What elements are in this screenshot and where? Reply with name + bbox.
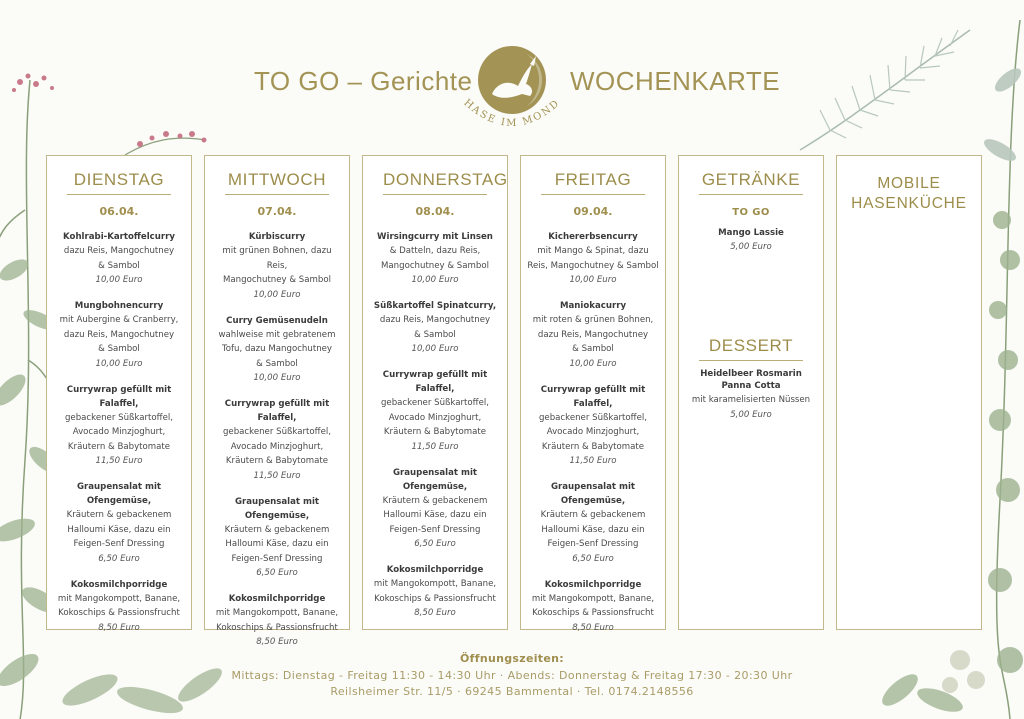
dish-desc: Kräutern & Babytomate (383, 427, 487, 437)
dish-price: 11,50 Euro (411, 441, 459, 452)
dish-desc: Avocado Minzjoghurt, (72, 427, 166, 437)
dessert-heading: DESSERT (699, 336, 803, 361)
dish-desc: Feigen-Senf Dressing (389, 524, 481, 535)
dish-desc: Kokoschips & Passionsfrucht (532, 608, 654, 618)
mobile-kitchen-line1: MOBILE (877, 175, 941, 192)
svg-text:HASE IM MOND (461, 97, 562, 129)
dish-desc: & Sambol (256, 358, 298, 369)
dish-name: Currywrap gefüllt mit Falaffel, (382, 370, 488, 394)
drinks-subheading: TO GO (732, 207, 770, 218)
dish (521, 383, 665, 469)
dessert-desc: mit karamelisierten Nüssen (691, 395, 811, 405)
dish-desc: Avocado Minzjoghurt, (230, 441, 324, 452)
dish-name: Curry Gemüsenudeln (226, 315, 328, 326)
dish-name: Graupensalat mit Ofengemüse, (234, 496, 320, 521)
address-text: Reilsheimer Str. 11/5 · 69245 Bammental · Tel. 0174.2148556 (330, 685, 694, 698)
dish (205, 397, 349, 483)
dish-desc: Kokoschips & Passionsfrucht (216, 622, 338, 633)
day-date: 07.04. (257, 205, 297, 218)
dish-name: Kokosmilchporridge (228, 594, 326, 604)
dish-desc: mit roten & grünen Bohnen, (532, 315, 654, 325)
dish-price: 11,50 Euro (95, 456, 143, 466)
dish-desc: dazu Reis, Mangochutney (63, 246, 175, 256)
mobile-kitchen-heading (847, 174, 971, 214)
dish (205, 314, 349, 386)
dish-name: Wirsingcurry mit Linsen (377, 232, 493, 242)
day-heading: DIENSTAG (67, 170, 171, 195)
dish-desc: gebackener Süßkartoffel, (64, 412, 174, 423)
dish (521, 230, 665, 287)
dish-desc: Kräutern & Babytomate (541, 441, 645, 452)
dish-name: Graupensalat mit Ofengemüse, (76, 482, 162, 506)
dish-desc: mit Mangokompott, Banane, (215, 608, 339, 618)
dish-desc: Halloumi Käse, dazu ein (225, 539, 329, 549)
dish-desc: Kräutern & Babytomate (67, 441, 171, 452)
dish (363, 563, 507, 620)
day-date: 06.04. (99, 205, 139, 218)
dish-desc: mit Mango & Spinat, dazu (537, 246, 649, 256)
dish-desc: dazu Reis, Mangochutney (379, 315, 491, 325)
dish (521, 480, 665, 566)
dish-desc: & Datteln, dazu Reis, (389, 246, 481, 256)
fern-top-right-decoration (790, 20, 980, 160)
dish-price: 11,50 Euro (253, 470, 301, 481)
dish-desc: Reis, Mangochutney & Sambol (527, 260, 659, 271)
dish-desc: Tofu, dazu Mangochutney (221, 344, 333, 354)
dish-name: Kokosmilchporridge (544, 579, 642, 590)
dish-desc: & Sambol (98, 344, 140, 354)
dish-desc: Halloumi Käse, dazu ein (541, 524, 645, 535)
dessert-price: 5,00 Euro (730, 409, 772, 420)
dish-desc: & Sambol (98, 260, 140, 271)
dish (47, 383, 191, 469)
dish-desc: mit grünen Bohnen, dazu Reis, (222, 246, 332, 271)
dish-name: Maniokacurry (559, 301, 627, 311)
dish-price: 10,00 Euro (569, 358, 617, 369)
logo-brand-text: HASE IM MOND (461, 97, 563, 130)
dish-desc: Feigen-Senf Dressing (73, 539, 165, 549)
day-column-friday (520, 155, 666, 633)
dish-name: Kokosmilchporridge (70, 579, 168, 590)
dessert-item (679, 367, 823, 422)
day-heading: MITTWOCH (225, 170, 329, 195)
dish-desc: mit Mangokompott, Banane, (531, 593, 655, 604)
flower-sprig-decoration (120, 120, 210, 160)
dish-name: Graupensalat mit Ofengemüse, (392, 467, 478, 492)
dessert-name: Panna Cotta (721, 381, 781, 391)
day-heading: FREITAG (541, 170, 645, 195)
dish-price: 10,00 Euro (95, 358, 143, 369)
dish-name: Kürbiscurry (248, 232, 306, 242)
day-date: 09.04. (573, 205, 613, 218)
dish-desc: Kräutern & gebackenem (540, 510, 646, 520)
dish-desc: mit Mangokompott, Banane, (57, 593, 181, 604)
dish-price: 6,50 Euro (256, 568, 298, 578)
dish (363, 230, 507, 287)
dish-price: 10,00 Euro (253, 289, 301, 300)
dish-desc: Kokoschips & Passionsfrucht (58, 608, 180, 618)
dish (363, 466, 507, 552)
dish-desc: dazu Reis, Mangochutney (63, 329, 175, 340)
dish-desc: Kräutern & Babytomate (225, 456, 329, 466)
dish-name: Süßkartoffel Spinatcurry, (373, 301, 497, 311)
dish-desc: Kräutern & gebackenem (382, 495, 488, 506)
day-column-wednesday (204, 155, 350, 647)
to-go-title: TO GO – Gerichte (254, 66, 473, 96)
opening-hours-text: Mittags: Dienstag - Freitag 11:30 - 14:30 Uhr · Abends: Donnerstag & Freitag 17:30 - 20:30 Uhr (231, 669, 793, 682)
day-heading: DONNERSTAG (383, 170, 487, 195)
dish-desc: Feigen-Senf Dressing (547, 539, 639, 549)
drink-item (679, 226, 823, 254)
dish-desc: wahlweise mit gebratenem (218, 329, 336, 340)
dish-name: Currywrap gefüllt mit Falaffel, (540, 384, 646, 409)
drinks-heading: GETRÄNKE (699, 170, 803, 195)
dish-desc: Mangochutney & Sambol (222, 275, 331, 285)
mobile-kitchen-line2: HASENKÜCHE (851, 195, 967, 212)
dish-desc: Kokoschips & Passionsfrucht (374, 593, 496, 604)
dish-desc: Halloumi Käse, dazu ein (67, 524, 171, 535)
dish-price: 10,00 Euro (411, 344, 459, 354)
dish-desc: mit Mangokompott, Banane, (373, 579, 497, 589)
drink-name: Mango Lassie (718, 228, 784, 238)
dish-name: Kohlrabi-Kartoffelcurry (63, 232, 175, 242)
day-column-thursday (362, 155, 508, 630)
opening-hours-heading: Öffnungszeiten: (460, 652, 564, 665)
dish-price: 10,00 Euro (95, 275, 143, 285)
dish (205, 592, 349, 649)
dish-name: Currywrap gefüllt mit Falaffel, (66, 384, 172, 409)
mobile-kitchen-column (836, 155, 982, 630)
dish-desc: mit Aubergine & Cranberry, (59, 315, 179, 325)
dish-price: 6,50 Euro (414, 539, 456, 549)
dish-name: Kichererbsencurry (548, 232, 638, 242)
logo-arc-text (452, 92, 572, 142)
dish-name: Kokosmilchporridge (386, 565, 484, 575)
dish-desc: gebackener Süßkartoffel, (380, 398, 490, 408)
dish-name: Currywrap gefüllt mit Falaffel, (224, 399, 330, 423)
dish-price: 10,00 Euro (411, 275, 459, 285)
dish-price: 8,50 Euro (572, 622, 614, 633)
dish (521, 299, 665, 371)
dish-desc: & Sambol (572, 344, 614, 354)
dish (47, 299, 191, 371)
dish (363, 368, 507, 454)
dish-price: 10,00 Euro (253, 373, 301, 383)
dish-desc: Kräutern & gebackenem (66, 510, 172, 520)
dish-desc: gebackener Süßkartoffel, (538, 412, 648, 423)
dish-desc: Feigen-Senf Dressing (231, 553, 323, 564)
dish-price: 11,50 Euro (569, 456, 617, 466)
botanical-right-decoration (980, 20, 1024, 719)
day-date: 08.04. (415, 205, 455, 218)
dish-price: 10,00 Euro (569, 275, 617, 285)
dish-desc: gebackener Süßkartoffel, (222, 427, 332, 437)
dish (521, 578, 665, 635)
dish-name: Graupensalat mit Ofengemüse, (550, 482, 636, 506)
dish-desc: Avocado Minzjoghurt, (546, 427, 640, 437)
dish (47, 578, 191, 635)
dish (47, 230, 191, 287)
dish-price: 8,50 Euro (414, 608, 456, 618)
drink-price: 5,00 Euro (730, 242, 772, 252)
dessert-name: Heidelbeer Rosmarin (700, 369, 802, 379)
day-column-tuesday (46, 155, 192, 633)
dish-desc: Mangochutney & Sambol (380, 260, 489, 271)
dish-price: 6,50 Euro (98, 553, 140, 564)
dish (205, 230, 349, 302)
dish-price: 8,50 Euro (98, 622, 140, 633)
dish-desc: Avocado Minzjoghurt, (388, 412, 482, 423)
drinks-dessert-column (678, 155, 824, 630)
dish-name: Mungbohnencurry (74, 301, 164, 311)
dish-price: 8,50 Euro (256, 637, 298, 647)
dish-desc: Halloumi Käse, dazu ein (383, 510, 487, 520)
dish-desc: & Sambol (414, 329, 456, 340)
dish-desc: Kräutern & gebackenem (224, 524, 330, 535)
dish (363, 299, 507, 356)
dish (47, 480, 191, 566)
weekly-menu-title: WOCHENKARTE (570, 66, 781, 96)
dish-price: 6,50 Euro (572, 553, 614, 564)
dish-desc: dazu Reis, Mangochutney (537, 329, 649, 340)
dish (205, 495, 349, 581)
